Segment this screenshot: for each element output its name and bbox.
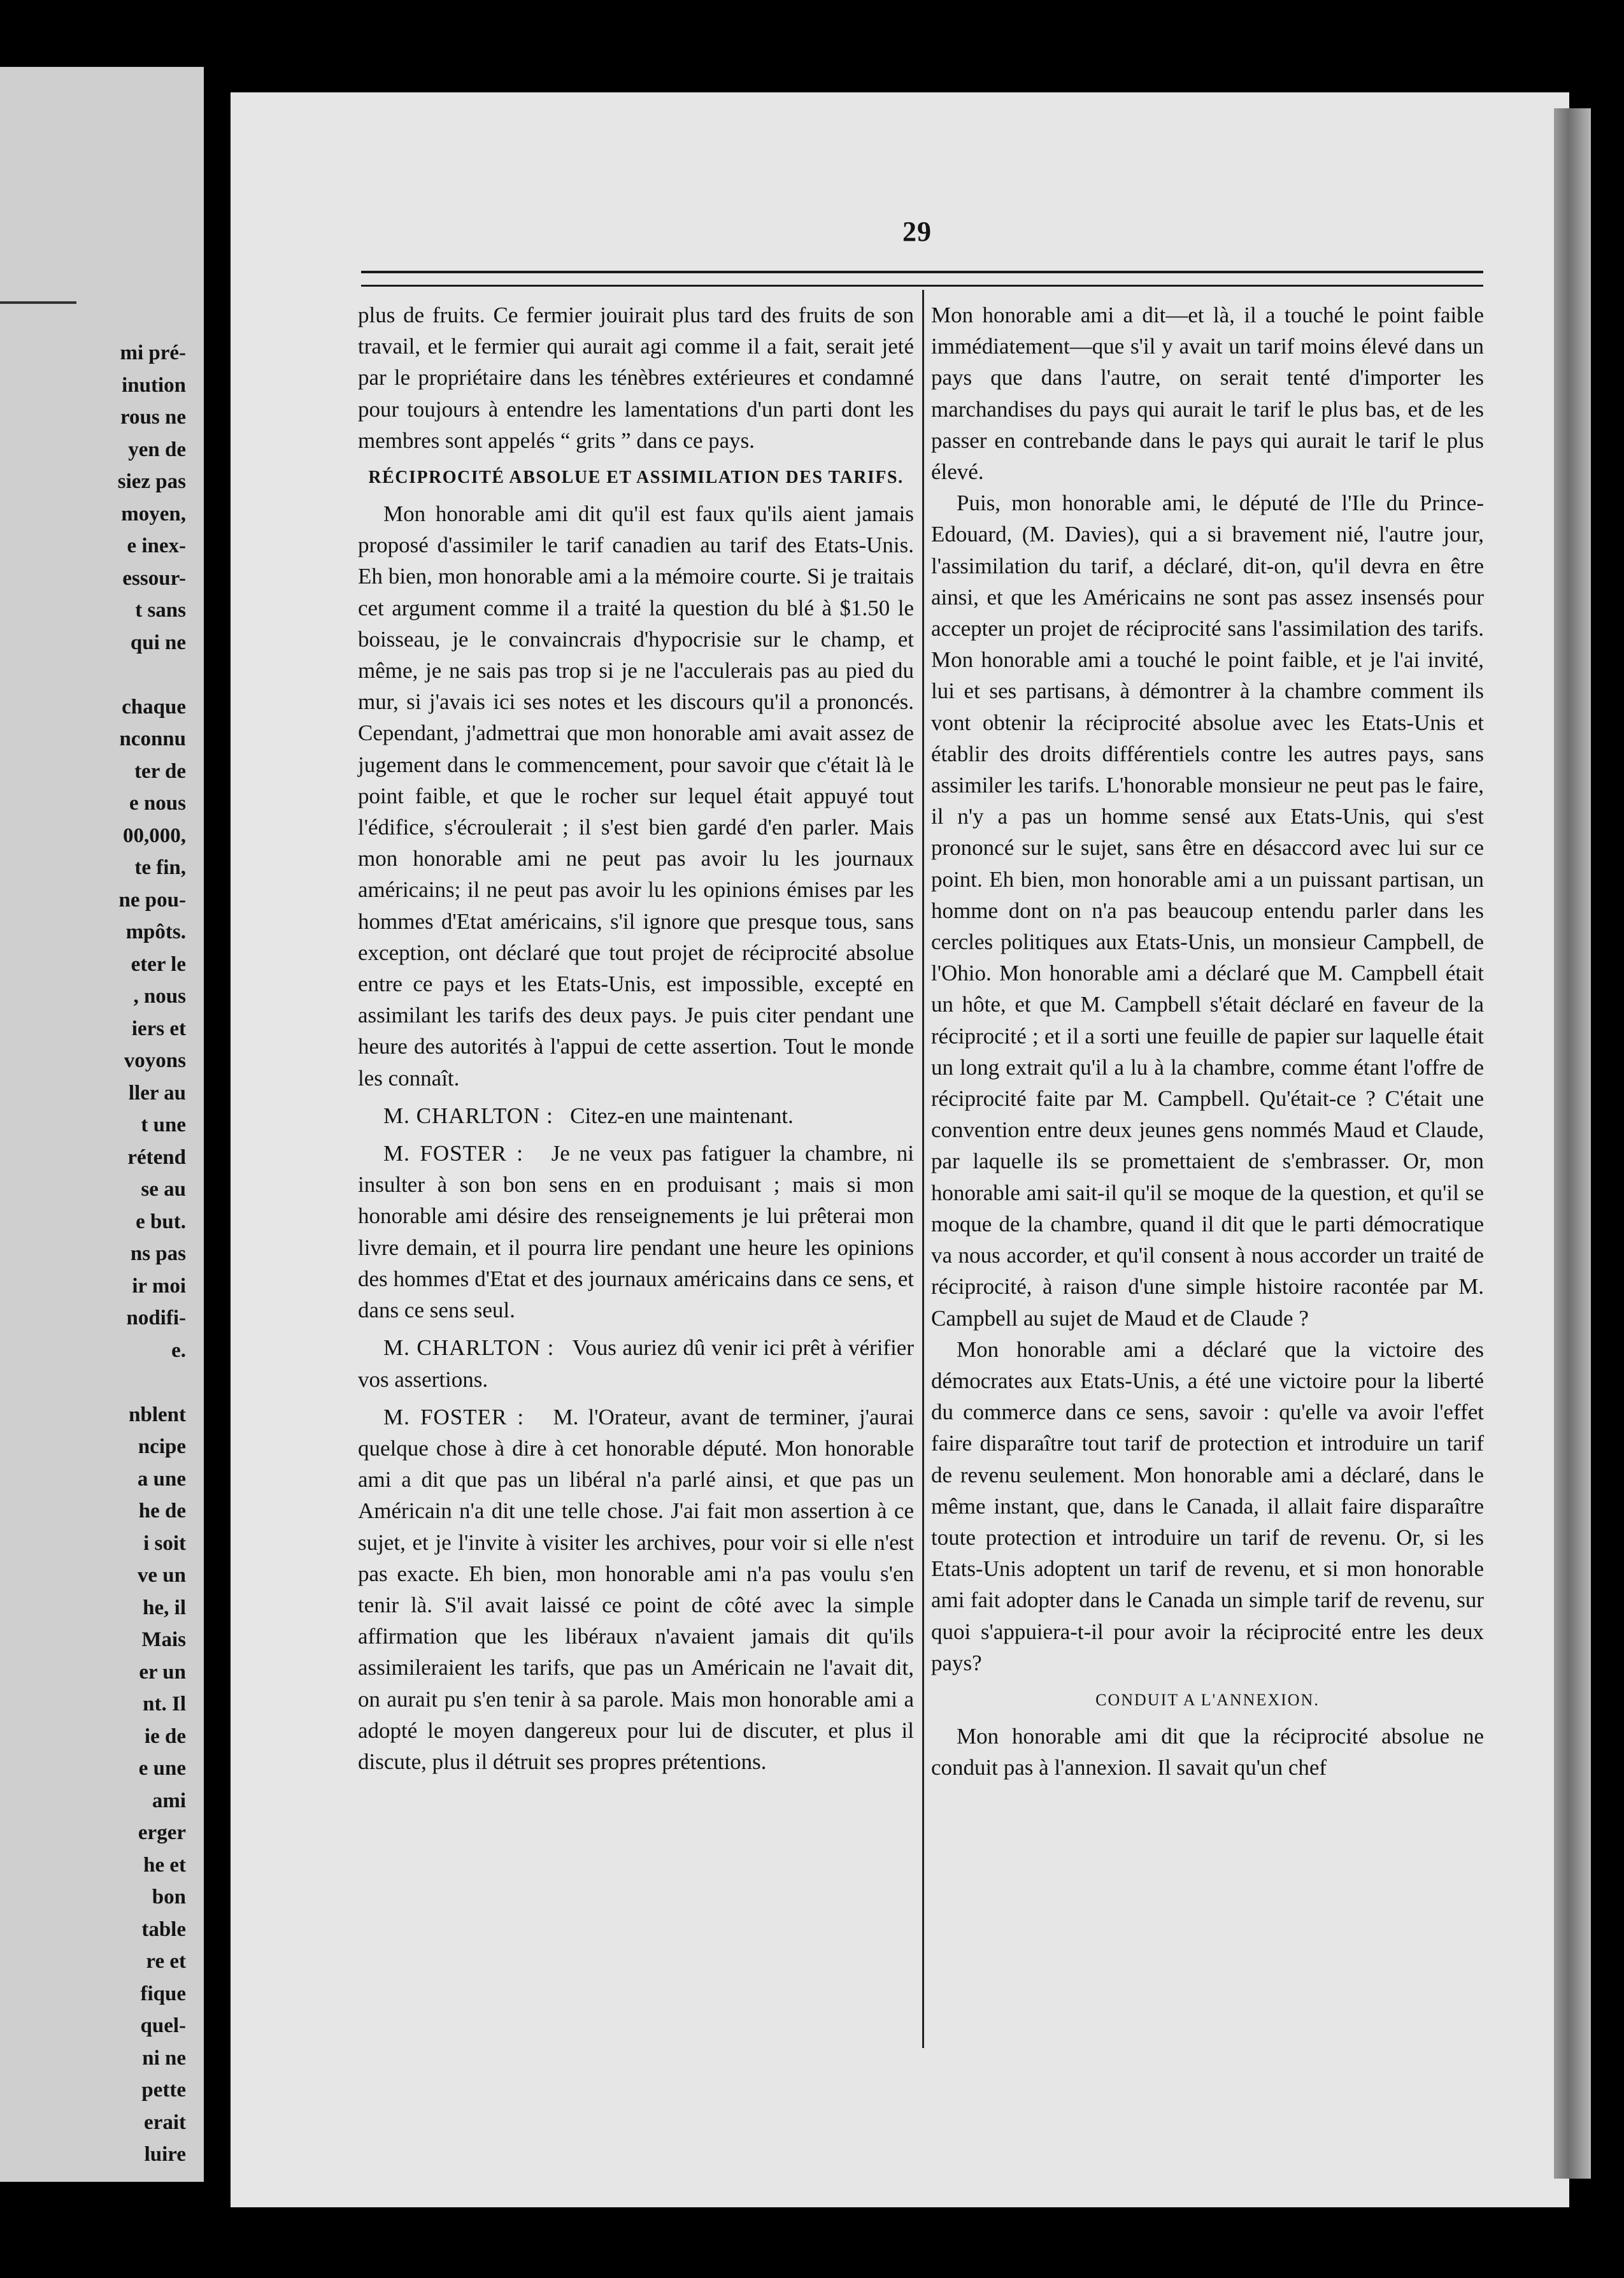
facing-page-line: e. [171, 1338, 186, 1362]
speaker-name: M. CHARLTON : [383, 1103, 553, 1128]
facing-page-line: table [141, 1917, 186, 1941]
facing-page-line: essour- [122, 566, 186, 590]
facing-page-line: ter de [134, 759, 186, 783]
facing-page-line: inution [122, 373, 186, 397]
facing-page-line: voyons [124, 1049, 186, 1072]
speech-paragraph [358, 1332, 914, 1394]
speech-paragraph [358, 1100, 914, 1131]
facing-page-line: he de [138, 1500, 186, 1522]
facing-page-line: ami [152, 1789, 186, 1812]
facing-page-line: 00,000, [123, 824, 186, 847]
facing-page-line: nblent [129, 1403, 186, 1426]
facing-page-line: siez pas [117, 470, 186, 493]
facing-page-line: ve un [137, 1564, 186, 1587]
facing-page-line: ns pas [130, 1242, 186, 1265]
facing-page-line: ncipe [138, 1435, 186, 1458]
facing-page-line: luire [144, 2143, 186, 2166]
facing-page-line: ni ne [142, 2046, 186, 2070]
facing-page-line: , nous [133, 985, 186, 1008]
facing-page-line: nodifi- [126, 1307, 186, 1329]
facing-page-line: qui ne [130, 631, 186, 654]
facing-page-line: e inex- [127, 534, 186, 557]
header-double-rule [361, 271, 1483, 287]
facing-page-line: nt. Il [143, 1693, 186, 1716]
facing-page-line: a une [137, 1467, 186, 1491]
facing-page-line: he, il [143, 1596, 186, 1619]
paragraph: Mon honorable ami dit que la réciprocité absolue ne conduit pas à l'annexion. Il savait qu'un chef [931, 1723, 1484, 1780]
facing-page-line: ir moi [132, 1274, 186, 1298]
speech-text: Vous auriez dû venir ici prêt à vérifier vos assertions. [358, 1335, 914, 1392]
facing-page-line: rous ne [120, 406, 186, 429]
facing-page-line: te fin, [134, 856, 186, 879]
speech-paragraph [358, 1401, 914, 1777]
page-number: 29 [902, 216, 932, 247]
speaker-name: M. FOSTER : [383, 1404, 525, 1429]
facing-page-line: erger [138, 1821, 186, 1844]
page-edge-shadow [1554, 108, 1591, 2179]
facing-page-line: he et [143, 1853, 186, 1877]
facing-page-line: er un [139, 1660, 186, 1684]
facing-page-line: fique [140, 1982, 186, 2005]
speech-paragraph [358, 1138, 914, 1326]
facing-page-line: iers et [131, 1017, 186, 1040]
facing-page-line: nconnu [119, 727, 186, 750]
speech-text: Je ne veux pas fatiguer la chambre, ni insulter à son bon sens en en produisant ; mais si mon honorable ami désire des renseignements je lui prêterai mon livre demain, et il pourra lire pendant une heure les opinions des hommes d'Etat et des journaux américains dans ce sens, et dans ce sens seul. [358, 1141, 914, 1323]
facing-page-line: Mais [141, 1628, 186, 1651]
speech-text: Citez-en une maintenant. [570, 1103, 794, 1128]
speaker-name: M. CHARLTON : [383, 1335, 555, 1361]
facing-page-line: i soit [143, 1531, 186, 1555]
column-divider [922, 290, 924, 2048]
paragraph: Mon honorable ami dit qu'il est faux qu'ils aient jamais proposé d'assimiler le tarif canadien au tarif des Etats-Unis. Eh bien, mon honorable ami a la mémoire courte. Si je traitais cet argument comme il a traité la question du blé à $1.50 le boisseau, je le convaincrais d'hypocrisie sur le champ, et même, je ne sais pas trop si je ne l'acculerais pas au pied du mur, si j'avais ici ses notes et les discours qu'il a prononcés. Cependant, j'admettrai que mon honorable ami avait assez de jugement dans le commencement, pour savoir que c'était là le point faible, et que le rocher sur lequel était appuyé tout l'édifice, s'écroulerait ; il s'est bien gardé d'en parler. Mais mon honorable ami ne peut pas avoir lu les journaux américains; il ne peut pas avoir lu les opinions émises par les hommes d'Etat américains, s'il ignore que presque tous, sans exception, ont déclaré que tout projet de réciprocité absolue entre ce pays et les Etats-Unis, est impossible, excepté en assimilant les tarifs des deux pays. Je puis citer pendant une heure des autorités à l'appui de cette assertion. Tout le monde les connaît. [358, 501, 914, 1091]
facing-page-line: quel- [140, 2014, 186, 2037]
facing-page-line: mi pré- [120, 341, 186, 364]
facing-page-line: rétend [127, 1145, 186, 1169]
speech-text: M. l'Orateur, avant de terminer, j'aurai quelque chose à dire à cet honorable député. Mon honorable ami a dit que pas un libéral n'a parlé ainsi, et que pas un Américain n'a dit une telle chose. J'ai fait mon assertion à ce sujet, et je l'invite à visiter les archives, pour voir si elle n'est pas exacte. Eh bien, mon honorable ami n'a pas voulu s'en tenir là. S'il avait laissé ce point de côté avec la simple affirmation que les libéraux n'avaient jamais dit qu'ils assimileraient les tarifs, que pas un Américain ne l'avait dit, on aurait pu s'en tenir à sa parole. Mais mon honorable ami a adopté le moyen dangereux pour lui de discuter, et plus il discute, plus il détruit ses propres prétentions. [358, 1404, 914, 1774]
facing-page-line: ie de [144, 1724, 186, 1748]
left-column [358, 299, 914, 1777]
facing-page-line: chaque [122, 695, 186, 719]
facing-page-line: re et [146, 1950, 186, 1973]
paragraph: plus de fruits. Ce fermier jouirait plus tard des fruits de son travail, et le fermier qui aurait agi comme il a fait, serait jeté par le propriétaire dans les ténèbres extérieures et condamné pour toujours à entendre les lamentations d'un parti dont les membres sont appelés “ grits ” dans ce pays. [358, 303, 914, 453]
paragraph: Puis, mon honorable ami, le député de l'Ile du Prince-Edouard, (M. Davies), qui a si bravement nié, l'autre jour, l'assimilation du tarif, a déclaré, dit-on, qu'il devra en être ainsi, et que les Américains ne sont pas assez insensés pour accepter un projet de réciprocité sans l'assimilation des tarifs. Mon honorable ami a touché le point faible, et je l'ai invité, lui et ses partisans, à démontrer à la chambre comment ils vont obtenir la réciprocité absolue avec les Etats-Unis et établir des droits différentiels contre les autres pays, sans assimiler les tarifs. L'honorable monsieur ne peut pas le faire, il n'y a pas un homme sensé aux Etats-Unis, qui s'est prononcé sur le sujet, sans être en désaccord avec lui sur ce point. Eh bien, mon honorable ami a un puissant partisan, un homme dont on n'a pas beaucoup entendu parler dans les cercles politiques aux Etats-Unis, un monsieur Campbell, de l'Ohio. Mon honorable ami a déclaré que M. Campbell était un hôte, et que M. Campbell s'était déclaré en faveur de la réciprocité ; et il a sorti une feuille de papier sur laquelle était un long extrait qu'il a lu à la chambre, comme étant l'offre de réciprocité faite par M. Campbell. Qu'était-ce ? C'était une convention entre deux jeunes gens nommés Maud et Claude, par laquelle ils se promettaient de s'embrasser. Or, mon honorable ami sait-il qu'il se moque de la question, et qu'il se moque de la chambre, quand il dit que le parti démocratique va nous accorder, et qu'il consent à nous accorder un traité de réciprocité, à raison d'une simple histoire racontée par M. Campbell au sujet de Maud et de Claude ? [931, 491, 1484, 1331]
facing-page-line: se au [141, 1178, 186, 1201]
section-heading: RÉCIPROCITÉ ABSOLUE ET ASSIMILATION DES TARIFS. [368, 468, 904, 488]
facing-page-fragment [0, 67, 204, 2182]
facing-page-line: erait [144, 2110, 186, 2134]
facing-page-line: e but. [136, 1210, 186, 1233]
facing-page-line: pette [141, 2079, 186, 2102]
paragraph: Mon honorable ami a dit—et là, il a touché le point faible immédiatement—que s'il y avait un tarif moins élevé dans un pays que dans l'autre, on serait tenté d'importer les marchandises du pays qui aurait le tarif le plus bas, et de les passer en contrebande dans le pays qui aurait le tarif le plus élevé. [931, 303, 1484, 485]
facing-page-line: yen de [128, 438, 186, 461]
facing-page-line: moyen, [121, 502, 186, 526]
right-column [931, 299, 1484, 1783]
paragraph: Mon honorable ami a déclaré que la victoire des démocrates aux Etats-Unis, a été une victoire pour la liberté du commerce dans ce sens, savoir : qu'elle va avoir l'effet faire disparaître tout tarif de protection et introduire un tarif de revenu seulement. Mon honorable ami a déclaré, dans le même instant, que, dans le Canada, il allait faire disparaître toute protection et introduire un tarif de revenu. Or, si les Etats-Unis adoptent un tarif de revenu, et si mon honorable ami fait adopter dans le Canada un simple tarif de revenu, sur quoi s'appuiera-t-il pour avoir la réciprocité entre les deux pays? [931, 1336, 1484, 1675]
section-heading: CONDUIT A L'ANNEXION. [1095, 1690, 1320, 1709]
facing-page-line: eter le [131, 952, 186, 976]
facing-page-line: mpôts. [125, 921, 186, 943]
facing-page-line: ller au [128, 1081, 186, 1105]
speaker-name: M. FOSTER : [383, 1141, 524, 1166]
facing-page-rule [0, 301, 76, 304]
facing-page-line: e nous [129, 792, 186, 815]
facing-page-line: t sans [135, 599, 186, 622]
facing-page-line: e une [138, 1757, 186, 1780]
facing-page-line: t une [141, 1114, 186, 1136]
facing-page-line: bon [152, 1886, 186, 1909]
facing-page-line: ne pou- [118, 888, 186, 912]
